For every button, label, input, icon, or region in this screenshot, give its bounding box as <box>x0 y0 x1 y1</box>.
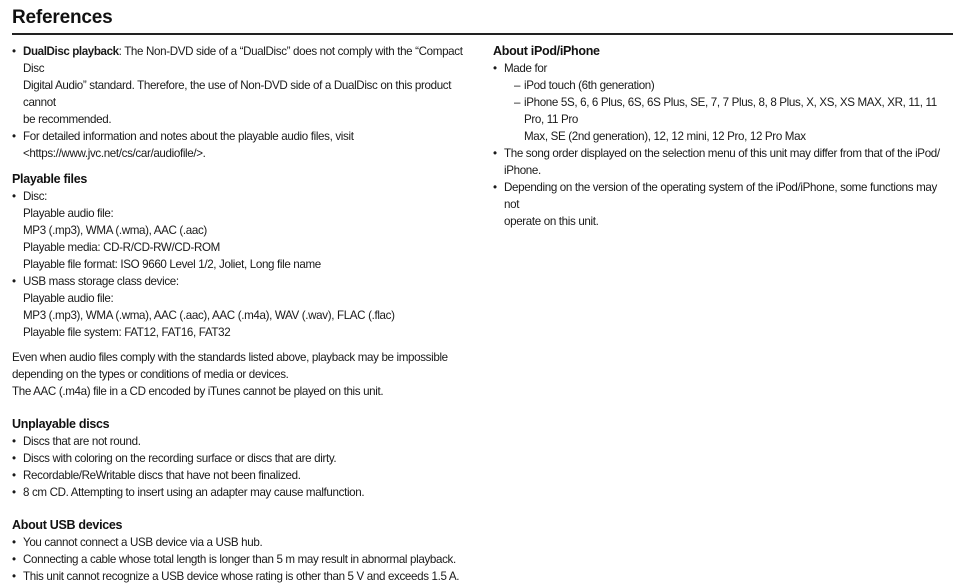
iphone-line2: Max, SE (2nd generation), 12, 12 mini, 12 Pro, 12 Pro Max <box>524 130 806 143</box>
usb-devices-section <box>12 517 482 585</box>
note-line: depending on the types or conditions of media or devices. <box>12 368 289 381</box>
playable-files-section <box>12 171 482 400</box>
list-item: • Recordable/ReWritable discs that have not been finalized. <box>12 467 482 484</box>
usb-line: Playable file system: FAT12, FAT16, FAT32 <box>23 326 231 339</box>
right-column <box>493 43 953 230</box>
usb-line: Playable audio file: <box>23 292 114 305</box>
audiofile-info-line1: • For detailed information and notes about the playable audio files, visit <box>23 130 354 143</box>
made-for-label: • Made for <box>504 62 547 75</box>
left-column <box>12 43 482 585</box>
note-line: Even when audio files comply with the standards listed above, playback may be impossible <box>12 351 448 364</box>
dualdisc-text-line3: be recommended. <box>23 113 112 126</box>
page-title: References <box>12 7 113 28</box>
unplayable-list <box>12 433 482 501</box>
dualdisc-text-line2: Digital Audio” standard. Therefore, the use of Non-DVD side of a DualDisc on this product cannot <box>23 79 452 109</box>
iphone-line1: – iPhone 5S, 6, 6 Plus, 6S, 6S Plus, SE, 7, 7 Plus, 8, 8 Plus, X, XS, XS MAX, XR, 11, 11 Pro, 11 Pro <box>524 96 937 126</box>
section-heading: Playable files <box>12 172 88 186</box>
section-heading: Unplayable discs <box>12 417 110 431</box>
list-item <box>12 273 482 341</box>
intro-list <box>12 43 482 162</box>
title-divider <box>12 33 953 35</box>
device-list <box>504 77 953 145</box>
os-version-line1: • Depending on the version of the operating system of the iPod/iPhone, some functions may not <box>504 181 937 211</box>
dualdisc-term: DualDisc playback <box>23 45 119 58</box>
note-line: The AAC (.m4a) file in a CD encoded by iTunes cannot be played on this unit. <box>12 385 384 398</box>
os-version-line2: operate on this unit. <box>504 215 599 228</box>
list-item: • Discs with coloring on the recording surface or discs that are dirty. <box>12 450 482 467</box>
usb-label: • USB mass storage class device: <box>23 275 179 288</box>
list-item <box>493 145 953 179</box>
list-item: • This unit cannot recognize a USB device whose rating is other than 5 V and exceeds 1.5 A. <box>12 568 482 585</box>
device-item <box>504 94 953 145</box>
disc-line: Playable audio file: <box>23 207 114 220</box>
list-item: • Discs that are not round. <box>12 433 482 450</box>
song-order-line2: iPhone. <box>504 164 541 177</box>
playable-note <box>12 349 482 400</box>
disc-line: Playable file format: ISO 9660 Level 1/2, Joliet, Long file name <box>23 258 321 271</box>
song-order-line1: • The song order displayed on the selection menu of this unit may differ from that of the iPod/ <box>504 147 940 160</box>
list-item <box>493 179 953 230</box>
disc-line: Playable media: CD-R/CD-RW/CD-ROM <box>23 241 220 254</box>
list-item: • You cannot connect a USB device via a USB hub. <box>12 534 482 551</box>
playable-list <box>12 188 482 341</box>
list-item <box>493 60 953 145</box>
disc-label: • Disc: <box>23 190 48 203</box>
dualdisc-text: : The Non-DVD side of a “DualDisc” does not comply with the “Compact Disc <box>23 45 463 75</box>
usb-devices-list <box>12 534 482 585</box>
disc-line: MP3 (.mp3), WMA (.wma), AAC (.aac) <box>23 224 207 237</box>
list-item: • 8 cm CD. Attempting to insert using an adapter may cause malfunction. <box>12 484 482 501</box>
ipod-list <box>493 60 953 230</box>
unplayable-discs-section <box>12 416 482 501</box>
device-item: – iPod touch (6th generation) <box>504 77 953 94</box>
section-heading: About USB devices <box>12 518 123 532</box>
list-item <box>12 128 482 162</box>
list-item <box>12 43 482 128</box>
section-heading: About iPod/iPhone <box>493 44 600 58</box>
list-item: • Connecting a cable whose total length is longer than 5 m may result in abnormal playback. <box>12 551 482 568</box>
audiofile-link[interactable]: <https://www.jvc.net/cs/car/audiofile/>. <box>23 147 206 160</box>
list-item <box>12 188 482 273</box>
usb-line: MP3 (.mp3), WMA (.wma), AAC (.aac), AAC (.m4a), WAV (.wav), FLAC (.flac) <box>23 309 395 322</box>
